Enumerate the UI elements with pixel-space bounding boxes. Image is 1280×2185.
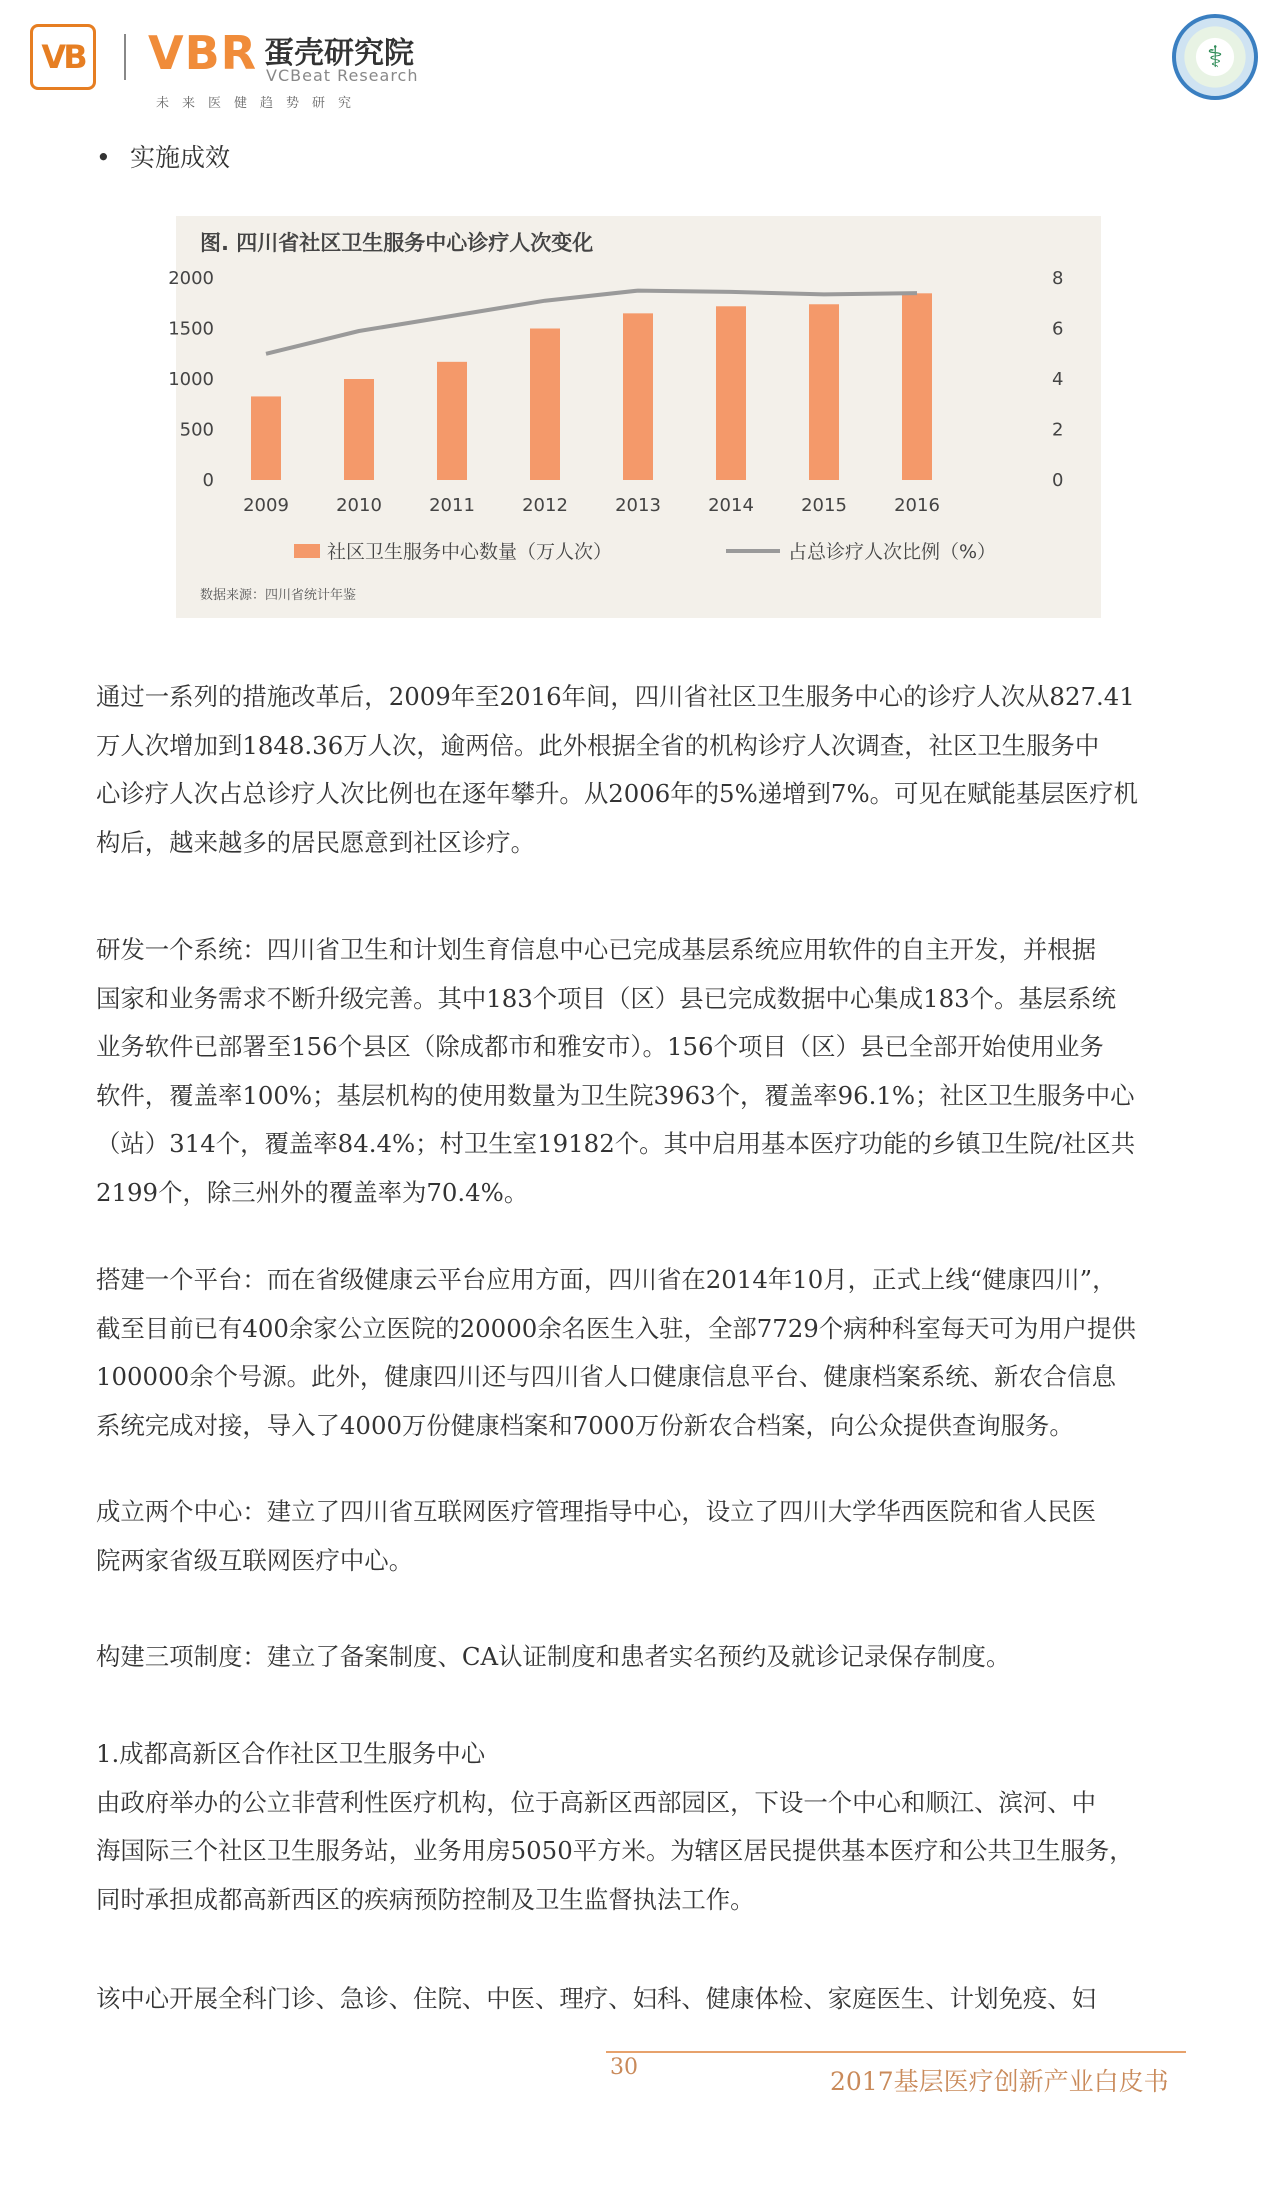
paragraph-line: 成立两个中心：建立了四川省互联网医疗管理指导中心，设立了四川大学华西医院和省人民医 [96,1497,1097,1526]
paragraph-line: 通过一系列的措施改革后，2009年至2016年间，四川省社区卫生服务中心的诊疗人次从827.41 [96,682,1135,711]
page-header [0,0,1280,110]
bar-2011 [437,362,467,480]
right-axis-tick-label: 6 [1052,318,1064,340]
bar-2010 [344,379,374,480]
paragraph [96,1975,1208,2024]
bar-2012 [530,329,560,481]
x-axis-tick-label: 2009 [243,495,289,516]
paragraph-line: 构后，越来越多的居民愿意到社区诊疗。 [96,827,536,857]
right-axis-tick-label: 0 [1052,470,1064,491]
paragraph-line: 该中心开展全科门诊、急诊、住院、中医、理疗、妇科、健康体检、家庭医生、计划免疫、妇 [96,1984,1097,2013]
paragraph [96,1256,1208,1450]
medical-association-seal-icon [1172,14,1258,100]
paragraph-line: 软件，覆盖率100%；基层机构的使用数量为卫生院3963个，覆盖率96.1%；社区卫生服务中心 [96,1080,1135,1110]
paragraph [96,1730,1208,1924]
paragraph-line: 搭建一个平台：而在省级健康云平台应用方面，四川省在2014年10月，正式上线“健康四川”， [96,1265,1117,1294]
chart-container [168,216,1101,618]
paragraph [96,1633,1208,1682]
paragraph-line: 1.成都高新区合作社区卫生服务中心 [96,1739,486,1768]
paragraph-line: 100000余个号源。此外，健康四川还与四川省人口健康信息平台、健康档案系统、新农合信息 [96,1362,1116,1392]
left-axis-tick-label: 2000 [168,268,214,289]
vbr-mark: VBR [148,26,258,80]
paragraph-line: 研发一个系统：四川省卫生和计划生育信息中心已完成基层系统应用软件的自主开发，并根据 [96,935,1097,964]
left-axis-tick-label: 1500 [168,318,214,340]
chart-source: 数据来源：四川省统计年鉴 [200,588,357,603]
paragraph [96,926,1208,1218]
brand-name-en: VCBeat Research [266,66,419,85]
left-axis-tick-label: 500 [179,419,214,441]
combo-chart [168,216,1101,618]
paragraph-line: 院两家省级互联网医疗中心。 [96,1545,414,1575]
chart-title: 图. 四川省社区卫生服务中心诊疗人次变化 [200,231,594,255]
right-axis-tick-label: 4 [1052,369,1064,390]
paragraph-line: 国家和业务需求不断升级完善。其中183个项目（区）县已完成数据中心集成183个。基层系统 [96,983,1116,1013]
x-axis-tick-label: 2015 [801,495,847,516]
paragraph-line: 由政府举办的公立非营利性医疗机构，位于高新区西部园区，下设一个中心和顺江、滨河、中 [96,1787,1097,1817]
bar-2013 [623,313,653,480]
footer-title: 2017基层医疗创新产业白皮书 [830,2067,1169,2096]
x-axis-tick-label: 2010 [336,495,382,516]
paragraph-line: 系统完成对接，导入了4000万份健康档案和7000万份新农合档案，向公众提供查询服务。 [96,1410,1074,1440]
vb-logo: VB [30,24,96,90]
header-divider [124,34,126,80]
page-number: 30 [610,2055,638,2080]
x-axis-tick-label: 2013 [615,495,661,516]
bar-2015 [809,304,839,480]
x-axis-tick-label: 2016 [894,495,940,516]
legend-swatch-bar [294,544,320,558]
brand-slogan: 未来医健趋势研究 [156,96,365,111]
paragraph-line: （站）314个，覆盖率84.4%；村卫生室19182个。其中启用基本医疗功能的乡镇卫生院/社区共 [96,1129,1136,1159]
paragraph [96,1488,1208,1585]
brand-name-cn: 蛋壳研究院 [264,36,414,71]
right-axis-tick-label: 8 [1052,268,1064,289]
right-axis-tick-label: 2 [1052,419,1064,441]
paragraph-line: 2199个，除三州外的覆盖率为70.4%。 [96,1177,529,1207]
paragraph-line: 业务软件已部署至156个县区（除成都市和雅安市）。156个项目（区）县已全部开始使用业务 [96,1032,1104,1062]
caduceus-icon: ⚕ [1206,40,1224,75]
x-axis-tick-label: 2014 [708,495,754,516]
left-axis-tick-label: 1000 [168,369,214,390]
bullet-icon: • [96,143,111,172]
bar-2009 [251,396,281,480]
legend-label-bar: 社区卫生服务中心数量（万人次） [327,541,613,563]
section-heading [96,138,230,174]
paragraph-line: 万人次增加到1848.36万人次，逾两倍。此外根据全省的机构诊疗人次调查，社区卫生服务中 [96,730,1100,760]
paragraph-line: 心诊疗人次占总诊疗人次比例也在逐年攀升。从2006年的5%递增到7%。可见在赋能基层医疗机 [96,779,1138,809]
paragraph-line: 海国际三个社区卫生服务站，业务用房5050平方米。为辖区居民提供基本医疗和公共卫生服务， [96,1836,1134,1866]
x-axis-tick-label: 2012 [522,495,568,516]
paragraph-line: 构建三项制度：建立了备案制度、CA认证制度和患者实名预约及就诊记录保存制度。 [96,1642,1011,1671]
paragraph [96,673,1208,867]
bar-2016 [902,293,932,480]
left-axis-tick-label: 0 [202,470,214,491]
legend-label-line: 占总诊疗人次比例（%） [788,541,997,563]
bar-2014 [716,306,746,480]
x-axis-tick-label: 2011 [429,495,475,516]
paragraph-line: 截至目前已有400余家公立医院的20000余名医生入驻，全部7729个病种科室每天可为用户提供 [96,1313,1136,1343]
section-heading-text: 实施成效 [130,143,231,172]
paragraph-line: 同时承担成都高新西区的疾病预防控制及卫生监督执法工作。 [96,1884,755,1914]
footer-divider [606,2051,1186,2053]
